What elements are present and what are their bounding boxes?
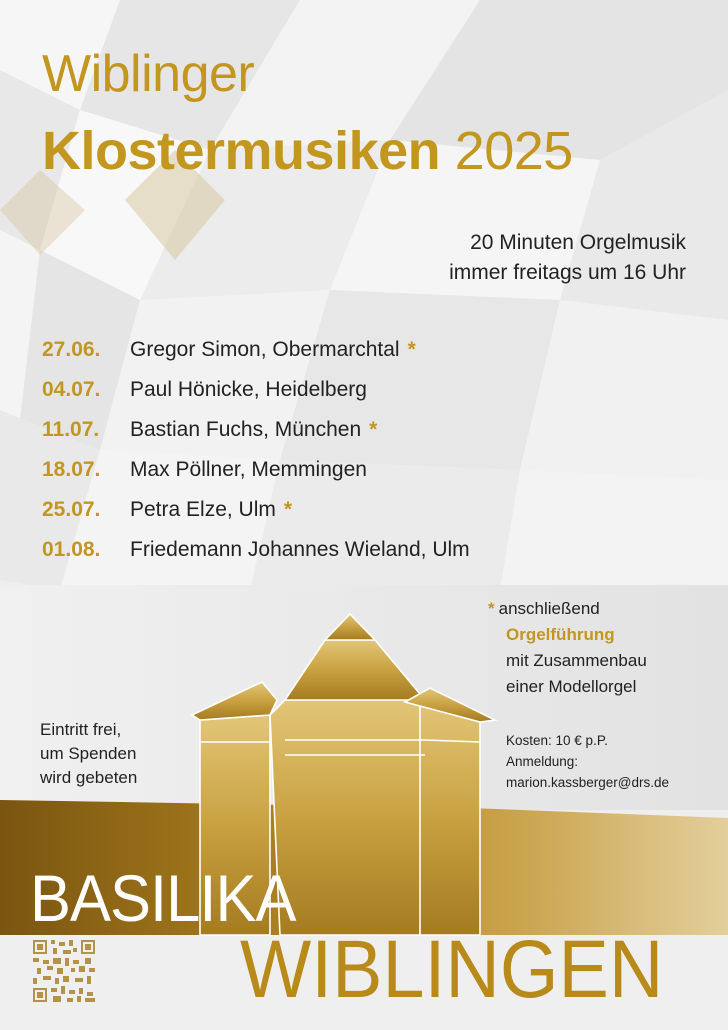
schedule-row <box>42 410 478 450</box>
wiblingen-wordmark: WIBLINGEN <box>240 924 664 1015</box>
performer: Paul Hönicke, Heidelberg <box>130 378 367 401</box>
tour-star: * <box>407 338 416 361</box>
registration-label: Anmeldung: <box>506 754 579 769</box>
performer: Friedemann Johannes Wieland, Ulm <box>130 538 470 561</box>
concert-date: 01.08. <box>42 538 101 561</box>
tour-star: * <box>369 418 378 441</box>
footnote-line1: anschließend <box>498 599 600 618</box>
entry-line1: Eintritt frei, <box>40 720 122 739</box>
schedule-row <box>42 370 478 410</box>
tour-star: * <box>283 498 293 521</box>
title-line2 <box>42 120 573 182</box>
concert-date: 18.07. <box>42 458 101 481</box>
tour-footnote <box>488 596 647 700</box>
performer: Max Pöllner, Memmingen <box>130 458 367 481</box>
title-line1: Wiblinger <box>42 45 255 103</box>
basilika-wordmark: BASILIKA <box>30 861 296 935</box>
footnote-line3: mit Zusammenbau <box>506 651 647 670</box>
subtitle-line1: 20 Minuten Orgelmusik <box>470 231 686 254</box>
footnote-orgelfuehrung: Orgelführung <box>506 625 615 644</box>
performer: Bastian Fuchs, München <box>130 418 362 441</box>
entry-line3: wird gebeten <box>40 768 138 787</box>
performer: Gregor Simon, Obermarchtal <box>130 338 400 361</box>
registration-email: marion.kassberger@drs.de <box>506 775 670 790</box>
footnote-line4: einer Modellorgel <box>506 677 637 696</box>
schedule-row <box>42 450 478 490</box>
title-year: 2025 <box>454 121 573 181</box>
schedule-row <box>42 490 478 530</box>
footnote-star: * <box>488 599 495 618</box>
concert-date: 27.06. <box>42 338 101 361</box>
concert-date: 04.07. <box>42 378 101 401</box>
schedule-row <box>42 330 478 370</box>
qr-code-icon <box>33 940 95 1002</box>
concert-schedule <box>42 330 478 570</box>
concert-date: 25.07. <box>42 498 101 521</box>
subtitle-line2: immer freitags um 16 Uhr <box>449 261 686 284</box>
cost-line: Kosten: 10 € p.P. <box>506 733 608 748</box>
entry-info <box>40 718 137 790</box>
entry-line2: um Spenden <box>40 744 137 763</box>
title-klostermusiken: Klostermusiken <box>42 121 441 181</box>
facet <box>500 470 728 590</box>
subtitle <box>449 228 686 288</box>
concert-date: 11.07. <box>42 418 100 441</box>
cost-info <box>506 730 669 793</box>
schedule-row <box>42 530 478 570</box>
performer: Petra Elze, Ulm <box>130 498 276 521</box>
